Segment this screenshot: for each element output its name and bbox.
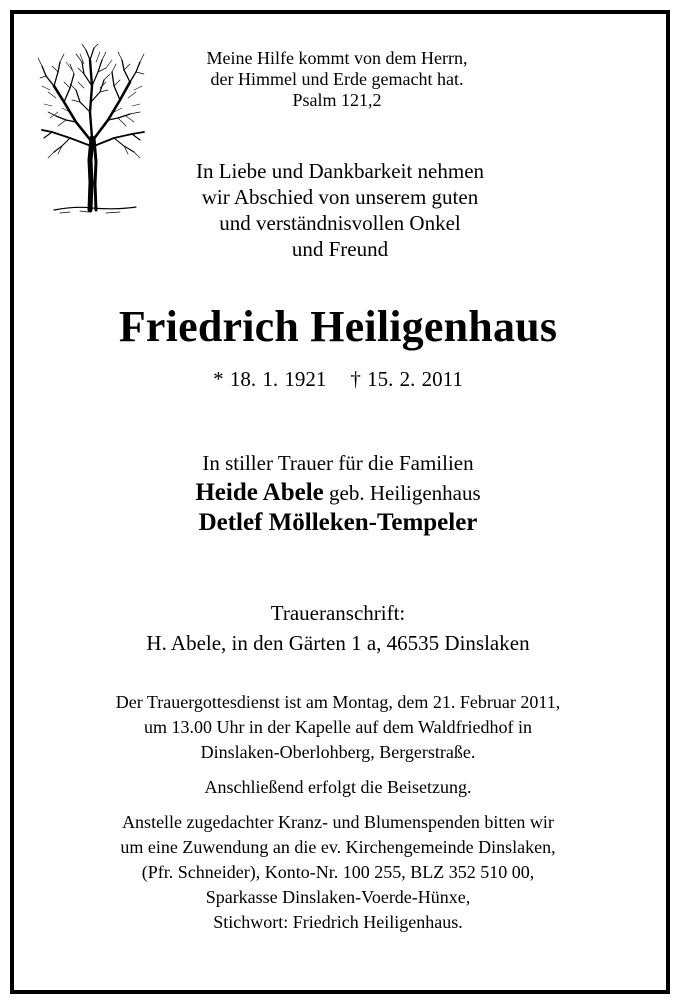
mourner-suffix: geb. Heiligenhaus [329,481,481,505]
death-date: † 15. 2. 2011 [350,367,463,391]
farewell-line: und verständnisvollen Onkel [219,211,461,235]
motto-line: Meine Hilfe kommt von dem Herrn, [206,48,468,68]
mourners-intro: In stiller Trauer für die Familien [202,451,474,475]
motto-reference: Psalm 121,2 [292,90,382,110]
farewell-line: wir Abschied von unserem guten [201,185,479,209]
donation-line: Stichwort: Friedrich Heiligenhaus. [213,912,463,932]
farewell-line: und Freund [291,237,389,261]
farewell-line: In Liebe und Dankbarkeit nehmen [195,159,485,183]
service-line: um 13.00 Uhr in der Kapelle auf dem Waldfriedhof in [143,717,533,737]
mourner-name: Heide Abele [195,479,324,506]
burial-note: Anschließend erfolgt die Beisetzung. [204,777,472,797]
motto-verse [162,48,512,111]
mourners-block [0,448,676,538]
motto-line: der Himmel und Erde gemacht hat. [210,69,464,89]
farewell-text [155,158,525,262]
service-line: Dinslaken-Oberlohberg, Bergerstraße. [200,742,476,762]
deceased-name: Friedrich Heiligenhaus [118,302,558,351]
donation-line: Anstelle zugedachter Kranz- und Blumenspenden bitten wir [122,812,554,832]
donation-line: (Pfr. Schneider), Konto-Nr. 100 255, BLZ 352 510 00, [141,862,535,882]
mourning-address [0,598,676,658]
service-line: Der Trauergottesdienst ist am Montag, dem 21. Februar 2011, [115,692,561,712]
bare-tree-icon [36,42,148,220]
birth-date: * 18. 1. 1921 [213,367,327,391]
mourner-name: Detlef Mölleken-Tempeler [198,509,478,536]
service-info [0,690,676,935]
life-dates [0,366,676,392]
donation-line: um eine Zuwendung an die ev. Kirchengemeinde Dinslaken, [120,837,556,857]
mourner-line [0,478,676,508]
address-label: Traueranschrift: [270,601,406,625]
donation-line: Sparkasse Dinslaken-Voerde-Hünxe, [205,887,471,907]
address-value: H. Abele, in den Gärten 1 a, 46535 Dinslaken [146,631,530,655]
